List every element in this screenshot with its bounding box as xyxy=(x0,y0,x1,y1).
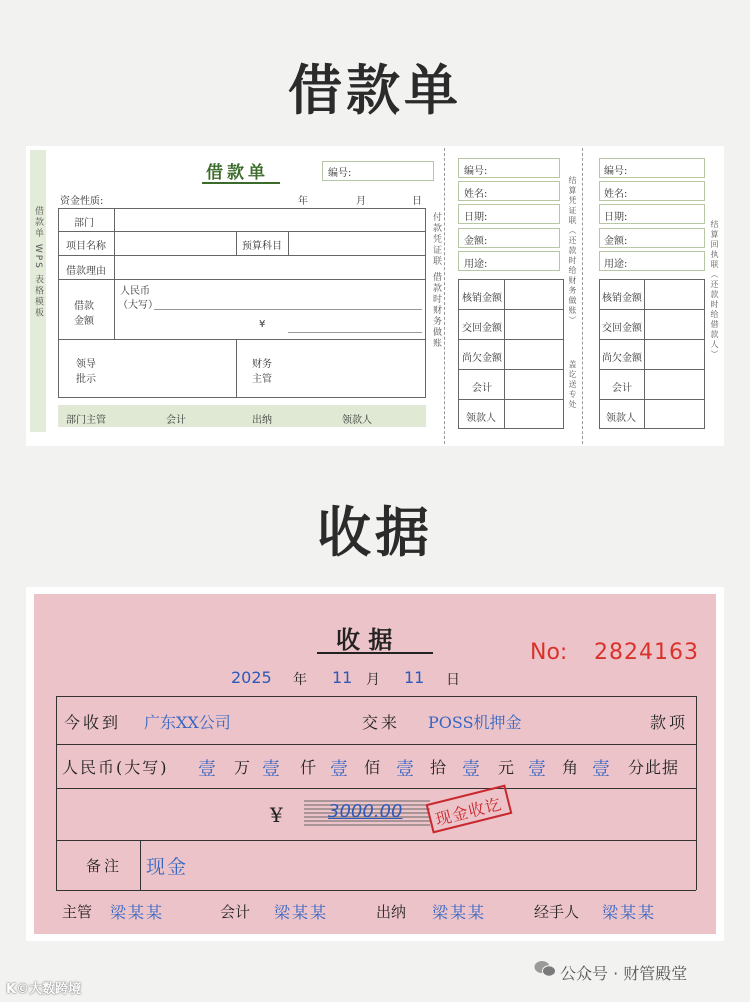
stub-vertical-3: 结算回执联（还款时给借款人） xyxy=(710,220,719,360)
stub2-row-writeoff: 核销金额 xyxy=(602,293,642,304)
footer-receiver: 领款人 xyxy=(342,415,372,426)
stub2-row-owed: 尚欠金额 xyxy=(602,353,642,364)
row1-label: 今收到 xyxy=(64,713,122,732)
signer-accountant-label: 会计 xyxy=(220,903,251,921)
leader-label-1: 领导 xyxy=(76,359,96,370)
stub1-row-accountant: 会计 xyxy=(472,383,492,394)
receipt-no-value: 2824163 xyxy=(594,640,699,665)
rmb-label: 人民币 xyxy=(120,286,150,297)
stub-vertical-2b: 盖讫送专处 xyxy=(568,360,577,410)
stub1-row-receiver: 领款人 xyxy=(466,413,496,424)
signer-supervisor-name[interactable]: 梁某某 xyxy=(110,903,165,922)
signer-accountant-name[interactable]: 梁某某 xyxy=(274,903,329,922)
stub2-row-accountant: 会计 xyxy=(612,383,632,394)
loan-heading: 借款单 xyxy=(288,59,462,122)
stub2-date-label: 日期: xyxy=(604,212,628,223)
stub1-purpose-label: 用途: xyxy=(464,259,488,270)
row-reason-label: 借款理由 xyxy=(66,266,106,277)
side-vertical-text: 借款单 WPS 表格模板 xyxy=(33,206,43,319)
footer-cashier: 出纳 xyxy=(252,415,272,426)
stub2-purpose-label: 用途: xyxy=(604,259,628,270)
receipt xyxy=(26,587,724,941)
receipt-heading: 收据 xyxy=(317,501,433,564)
yen-symbol: ¥ xyxy=(259,319,266,330)
date-year[interactable]: 2025 xyxy=(231,668,272,687)
wechat-icon xyxy=(534,960,556,978)
date-month-label: 月 xyxy=(366,672,380,688)
stub1-row-returned: 交回金额 xyxy=(462,323,502,334)
digit-shi[interactable]: 壹 xyxy=(396,759,414,780)
unit-qian: 仟 xyxy=(300,758,317,777)
stub1-amount-label: 金额: xyxy=(464,236,488,247)
stamp-text: 现金收讫 xyxy=(433,794,504,830)
stub2-row-receiver: 领款人 xyxy=(606,413,636,424)
date-month[interactable]: 11 xyxy=(332,668,353,687)
receipt-no-label: No: xyxy=(530,640,568,665)
amount-symbol: ¥ xyxy=(270,803,283,827)
digit-fen[interactable]: 壹 xyxy=(592,759,610,780)
jiaolai-label: 交来 xyxy=(362,713,401,732)
loan-form-title: 借款单 xyxy=(206,163,269,183)
unit-wan: 万 xyxy=(234,758,251,777)
receipt-paper xyxy=(34,594,716,934)
unit-jiao: 角 xyxy=(562,758,579,777)
date-day[interactable]: 11 xyxy=(404,668,425,687)
stub2-name-label: 姓名: xyxy=(604,189,628,200)
date-year-label: 年 xyxy=(293,672,307,688)
fund-nature-label: 资金性质: xyxy=(60,196,104,207)
unit-shi: 拾 xyxy=(430,758,447,777)
watermark-left: K©大数跨境 xyxy=(6,982,82,997)
signer-supervisor-label: 主管 xyxy=(62,903,93,921)
unit-yuan: 元 xyxy=(498,758,515,777)
row2-label: 人民币(大写) xyxy=(62,758,169,777)
signer-handler-name[interactable]: 梁某某 xyxy=(602,903,657,922)
stub2-row-returned: 交回金额 xyxy=(602,323,642,334)
stub-vertical-2a: 结算凭证联（还款时给财务做账） xyxy=(568,176,577,326)
amount-value[interactable]: 3000.00 xyxy=(328,801,403,822)
watermark-right: 公众号 · 财管殿堂 xyxy=(560,964,688,983)
signer-cashier-label: 出纳 xyxy=(376,903,407,921)
signer-handler-label: 经手人 xyxy=(534,903,580,921)
finance-label-2: 主管 xyxy=(252,374,272,385)
row-amount-label-2: 金额 xyxy=(74,316,94,327)
footer-accountant: 会计 xyxy=(166,415,186,426)
digit-wan[interactable]: 壹 xyxy=(198,759,216,780)
receipt-title: 收 据 xyxy=(336,625,393,654)
stub1-row-owed: 尚欠金额 xyxy=(462,353,502,364)
stub1-name-label: 姓名: xyxy=(464,189,488,200)
signer-cashier-name[interactable]: 梁某某 xyxy=(432,903,487,922)
row-budget-label: 预算科目 xyxy=(242,241,282,252)
note-label: 备注 xyxy=(86,857,123,875)
finance-label-1: 财务 xyxy=(252,359,272,370)
month-label: 月 xyxy=(356,196,366,207)
payer-value[interactable]: 广东XX公司 xyxy=(144,713,231,732)
unit-fen: 分此据 xyxy=(628,758,680,777)
stub1-date-label: 日期: xyxy=(464,212,488,223)
digit-jiao[interactable]: 壹 xyxy=(528,759,546,780)
date-day-label: 日 xyxy=(446,672,460,688)
stub2-amount-label: 金额: xyxy=(604,236,628,247)
footer-dept-head: 部门主管 xyxy=(66,415,106,426)
digit-yuan[interactable]: 壹 xyxy=(462,759,480,780)
stub2-number-label: 编号: xyxy=(604,166,628,177)
loan-form xyxy=(26,146,724,446)
row-dept-label: 部门 xyxy=(74,218,94,229)
stamp-cash-received xyxy=(426,785,513,834)
row-amount-label-1: 借款 xyxy=(74,301,94,312)
row-project-label: 项目名称 xyxy=(66,241,106,252)
kuanxiang-label: 款项 xyxy=(650,713,689,732)
daxie-label: （大写） xyxy=(118,300,158,311)
digit-qian[interactable]: 壹 xyxy=(262,759,280,780)
stub1-row-writeoff: 核销金额 xyxy=(462,293,502,304)
day-label: 日 xyxy=(412,196,422,207)
leader-label-2: 批示 xyxy=(76,374,96,385)
number-label: 编号: xyxy=(328,168,352,179)
item-value[interactable]: POSS机押金 xyxy=(428,713,522,732)
stub1-number-label: 编号: xyxy=(464,166,488,177)
note-value[interactable]: 现金 xyxy=(146,856,189,878)
digit-bai[interactable]: 壹 xyxy=(330,759,348,780)
stub-vertical-1: 付款凭证联 借款时财务做账 xyxy=(431,212,441,349)
unit-bai: 佰 xyxy=(364,758,381,777)
year-label: 年 xyxy=(298,196,308,207)
